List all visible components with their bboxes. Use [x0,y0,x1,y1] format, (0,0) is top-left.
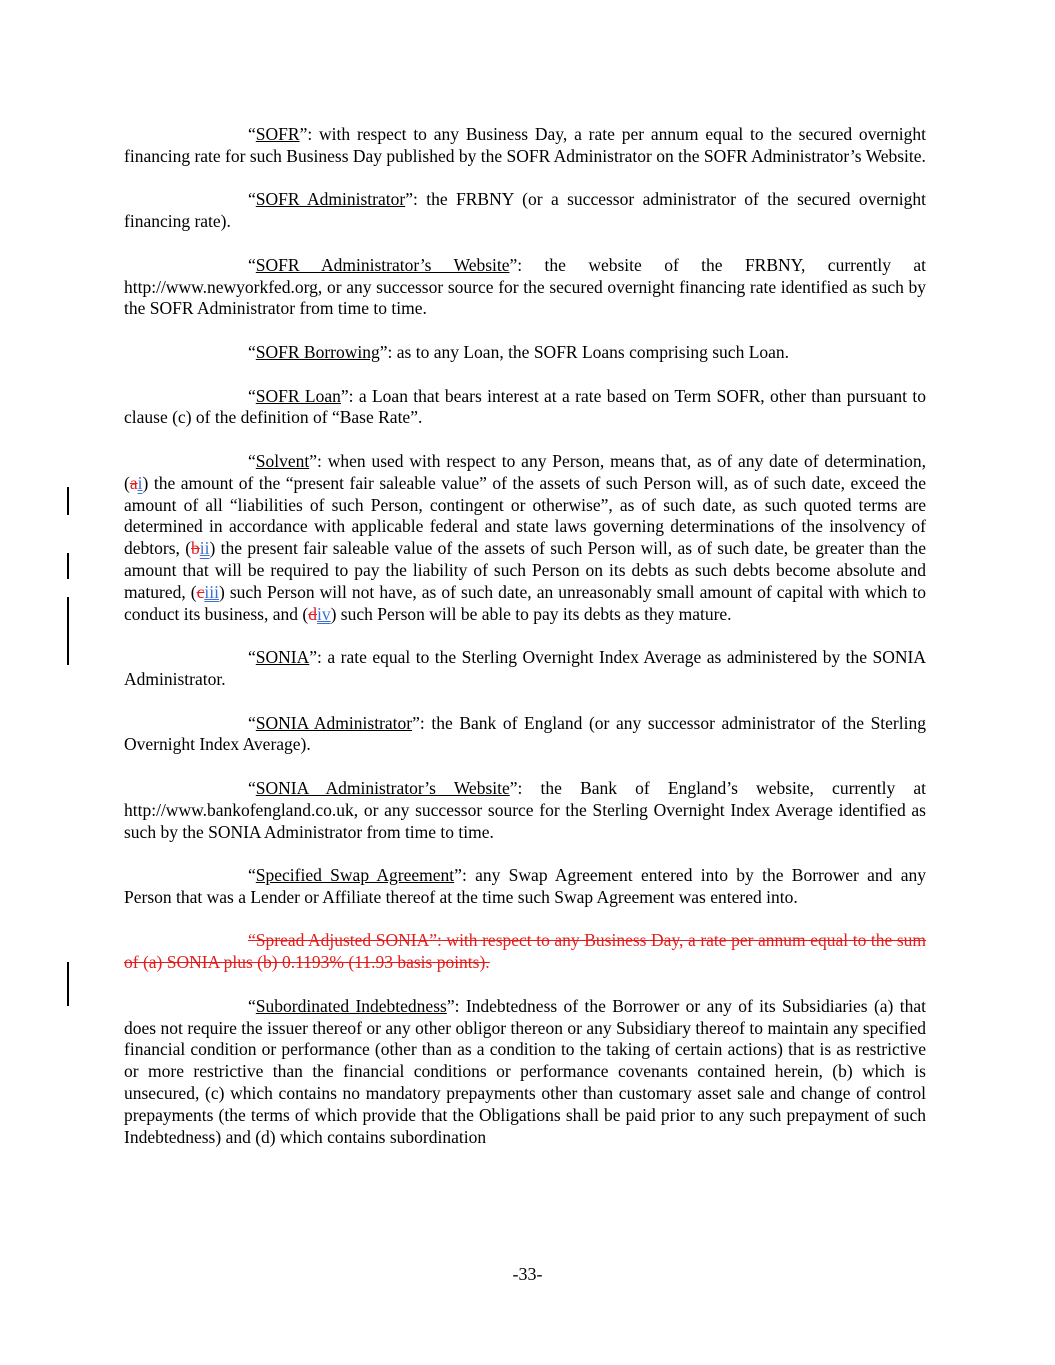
inserted-text: iv [316,603,331,624]
defined-term: SONIA Administrator’s Website [255,777,510,798]
definition-sofr-borrowing: “SOFR Borrowing”: as to any Loan, the SOFR Loans comprising such Loan. [248,341,790,362]
definition-sofr: “SOFR”: with respect to any Business Day, a rate per annum equal to the secured overnight financing rate for such Business Day published by the SOFR Administrator on the SOFR Administrator’s Website. [124,124,926,166]
defined-term: SONIA [255,647,310,668]
deleted-definition-spread-adjusted-sonia: “Spread Adjusted SONIA”: with respect to any Business Day, a rate per annum equal to the sum of (a) SONIA plus (b) 0.1193% (11.93 basis points). [124,930,927,973]
definition-sofr-loan: “SOFR Loan”: a Loan that bears interest at a rate based on Term SOFR, other than pursuant to clause (c) of the definition of “Base Rate”. [124,385,927,428]
defined-term: Specified Swap Agreement [255,865,455,886]
definition-specified-swap-agreement: “Specified Swap Agreement”: any Swap Agreement entered into by the Borrower and any Person that was a Lender or Affiliate thereof at the time such Swap Agreement was entered into. [124,865,926,907]
defined-term: SOFR Borrowing [255,341,380,362]
change-bar [67,553,69,579]
change-bar [67,487,69,515]
inserted-text: ii [199,538,210,559]
document-page [124,124,926,1170]
definition-subordinated-indebtedness: “Subordinated Indebtedness”: Indebtedness of the Borrower or any of its Subsidiaries (a) that does not require the issuer thereof or any other obligor thereon or any Subsidiary thereof to maintain any specified financial condition or performance (other than as a condition to the taking of certain actions) that is as restrictive or more restrictive than the financial conditions or performance covenants contained herein, (b) which is unsecured, (c) which contains no mandatory prepayments other than customary asset sale and change of control prepayments (the terms of which provide that the Obligations shall be paid prior to any such prepayment of such Indebtedness) and (d) which contains subordination [124,995,926,1147]
deleted-text: a [129,472,138,493]
defined-term: Solvent [255,450,310,471]
change-bar [67,962,69,1006]
deleted-text: d [308,603,317,624]
defined-term: SONIA Administrator [255,712,413,733]
definition-sofr-administrator-website: “SOFR Administrator’s Website”: the website of the FRBNY, currently at http://www.newyorkfed.org, or any successor source for the secured overnight financing rate identified as such by the SOFR Administrator from time to time. [124,254,927,319]
definition-sonia: “SONIA”: a rate equal to the Sterling Overnight Index Average as administered by the SONIA Administrator. [124,647,926,689]
inserted-text: iii [204,581,219,602]
definition-sonia-administrator: “SONIA Administrator”: the Bank of England (or any successor administrator of the Sterling Overnight Index Average). [124,712,926,755]
definition-sofr-administrator: “SOFR Administrator”: the FRBNY (or a successor administrator of the secured overnight financing rate). [124,189,926,232]
definition-sonia-administrator-website: “SONIA Administrator’s Website”: the Bank of England’s website, currently at http://www.bankofengland.co.uk, or any successor source for the Sterling Overnight Index Average identified as such by the SONIA Administrator from time to time. [124,777,926,842]
page-number: -33- [512,1264,543,1284]
defined-term: SOFR Administrator’s Website [255,254,510,275]
deleted-text: c [196,581,205,602]
defined-term: Spread Adjusted SONIA [255,930,430,951]
defined-term: SOFR [255,124,300,144]
defined-term: SOFR Administrator [255,189,406,210]
defined-term: SOFR Loan [255,385,341,406]
deleted-text: b [191,538,200,559]
inserted-text: i [137,472,143,493]
defined-term: Subordinated Indebtedness [255,995,447,1016]
change-bar [67,597,69,665]
definition-solvent: “Solvent”: when used with respect to any Person, means that, as of any date of determination, (ai) the amount of the “present fair saleable value” of the assets of such Person will, as of such date, exceed the amount of all “liabilities of such Person, contingent or otherwise”, as of such date, as such quoted terms are determined in accordance with applicable federal and state laws governing determinations of the insolvency of debtors, (bii) the present fair saleable value of the assets of such Person will, as of such date, be greater than the amount that will be required to pay the liability of such Person on its debts as such debts become absolute and matured, (ciii) such Person will not have, as of such date, an unreasonably small amount of capital with which to conduct its business, and (div) such Person will be able to pay its debts as they mature. [124,450,926,624]
